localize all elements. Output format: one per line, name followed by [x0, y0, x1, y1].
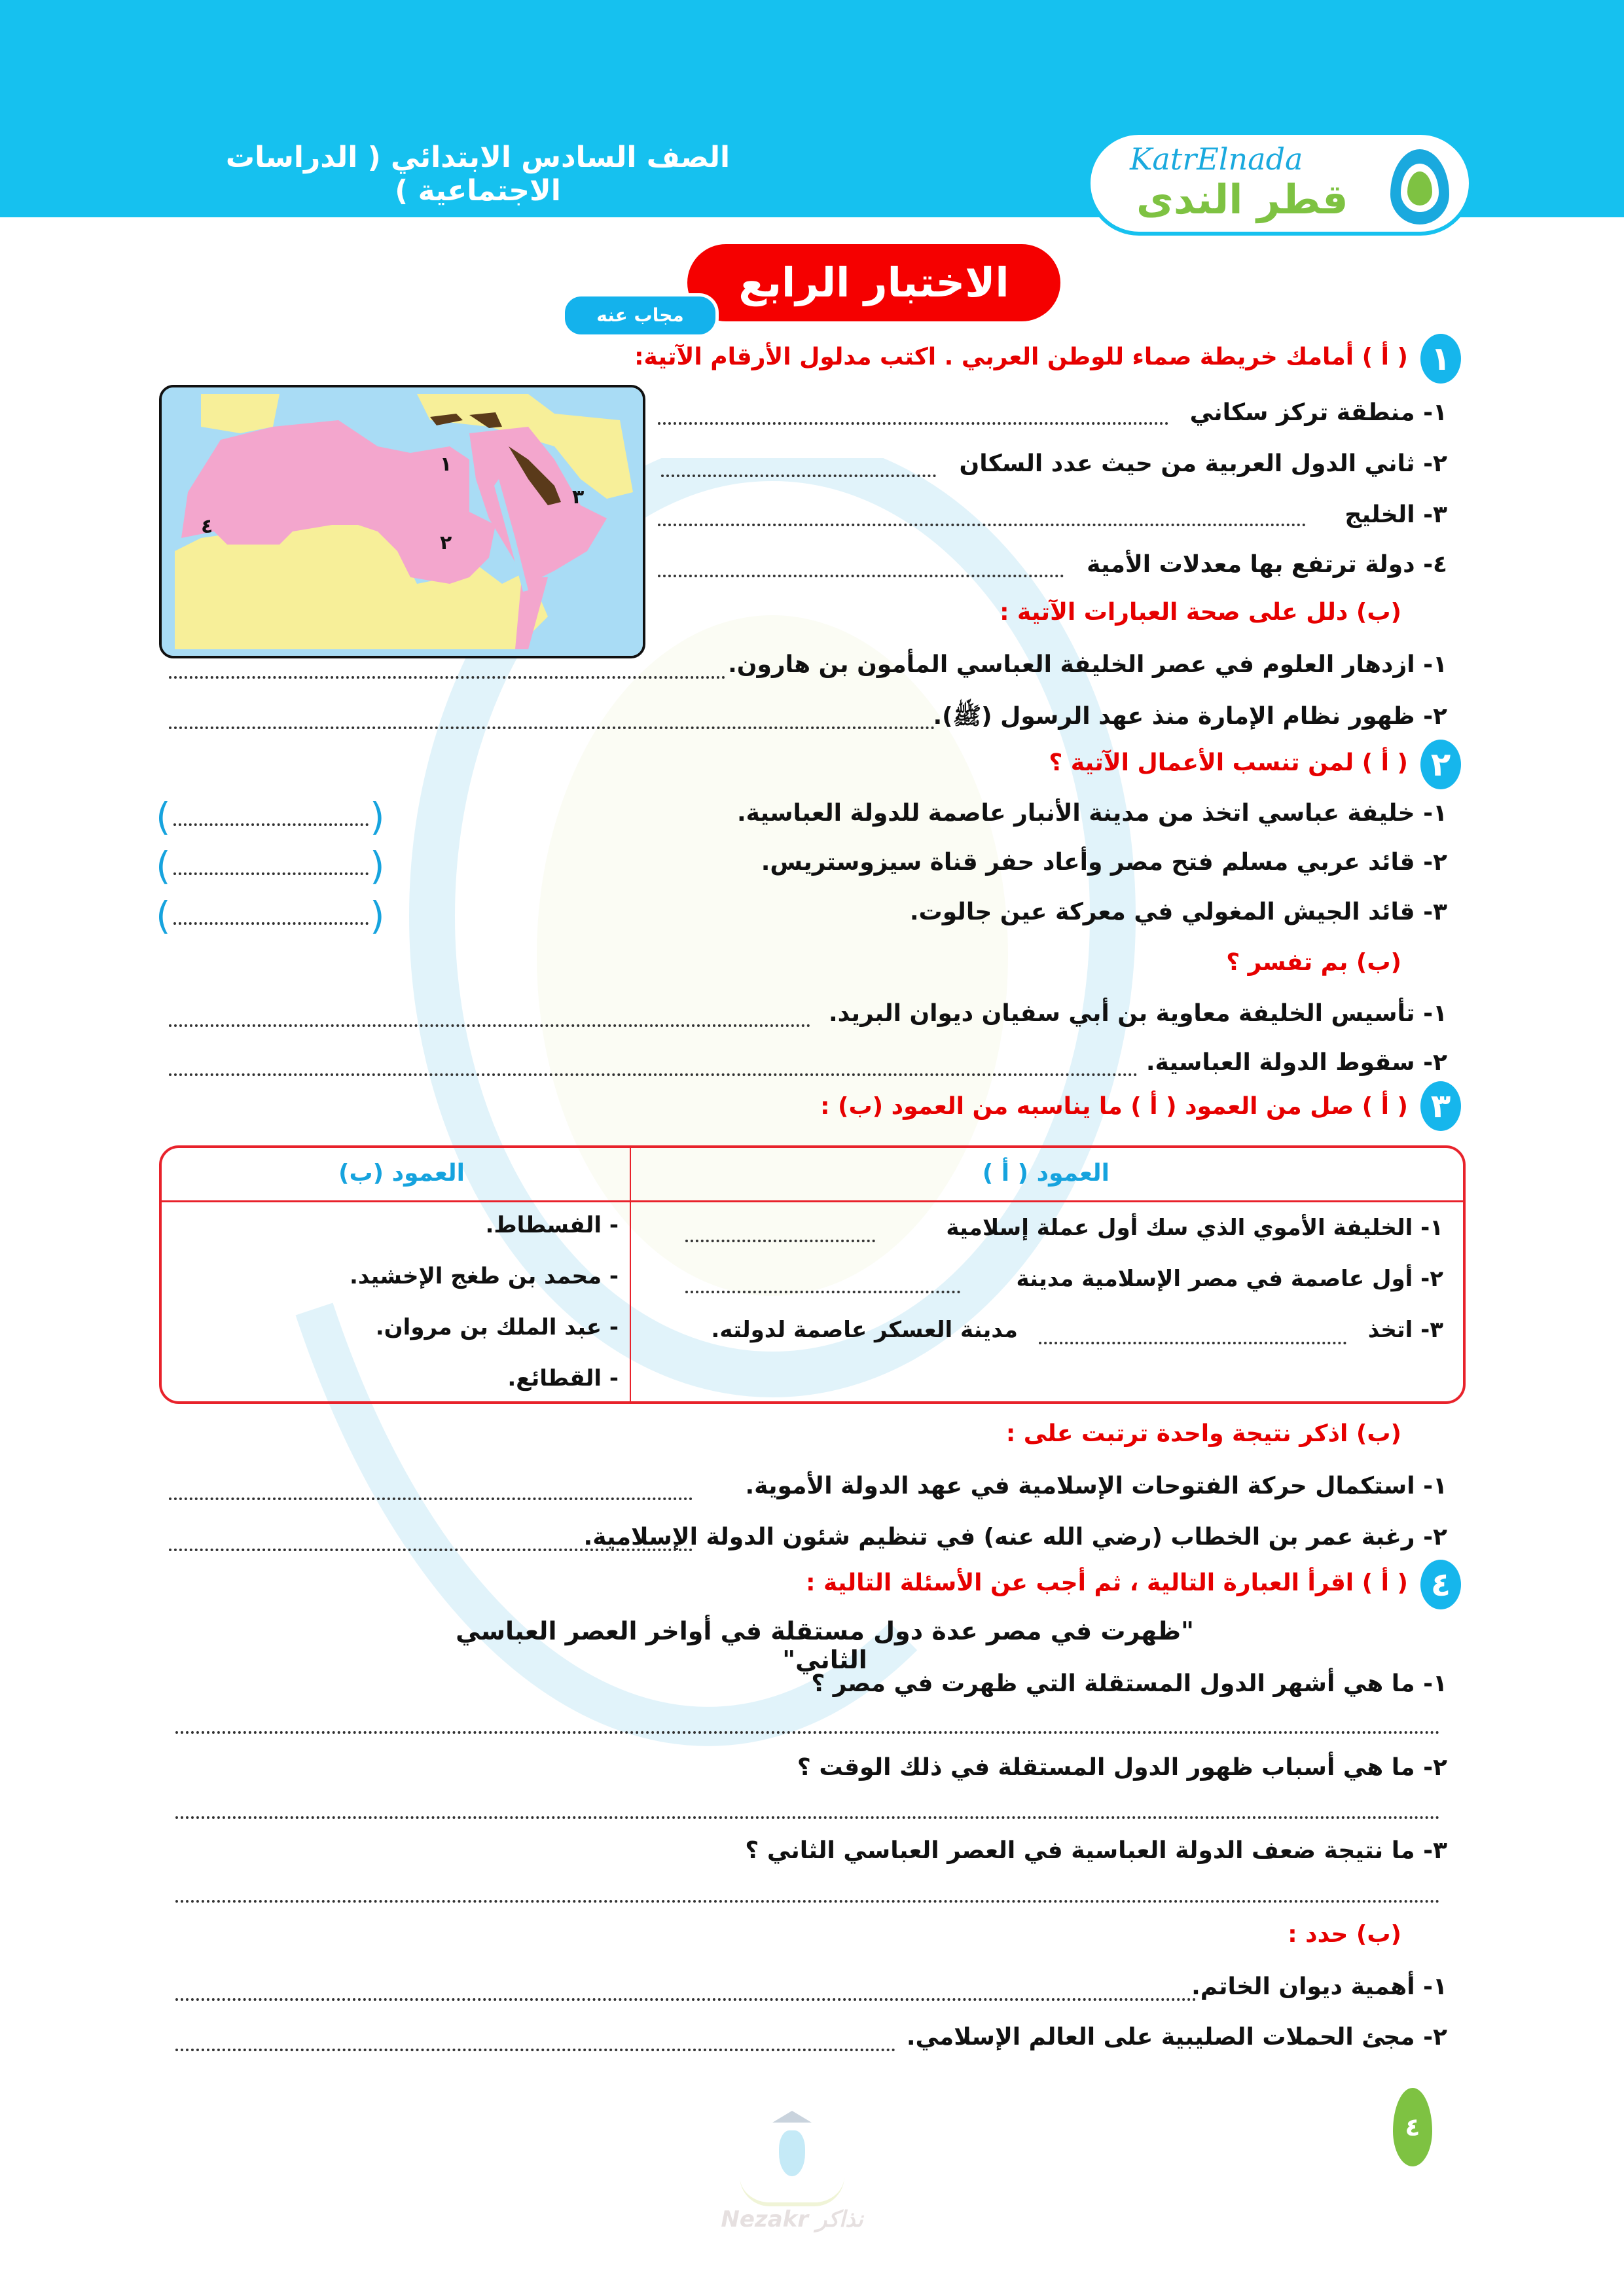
header-title: الصف السادس الابتدائي ( الدراسات الاجتماعية ) — [225, 141, 731, 207]
paren-open: ) — [156, 844, 171, 888]
answer-line[interactable] — [658, 575, 1064, 577]
question-number-4: ٤ — [1420, 1560, 1461, 1609]
column-b-header: العمود (ب) — [338, 1160, 465, 1187]
column-b-item-4: - القطائع. — [507, 1365, 619, 1391]
answer-line[interactable] — [175, 1731, 1440, 1734]
test-title: الاختبار الرابع — [687, 244, 1060, 321]
q2-b-heading: (ب) بم تفسر ؟ — [1226, 949, 1401, 976]
q4-a-item-3: ٣- ما نتيجة ضعف الدولة العباسية في العصر العباسي الثاني ؟ — [745, 1837, 1447, 1864]
column-a-item-3-tail: مدينة العسكر عاصمة لدولته. — [711, 1317, 1018, 1343]
paren-close: ( — [370, 844, 385, 888]
graduation-cap-icon — [772, 2111, 812, 2130]
q1-b-item-2: ٢- ظهور نظام الإمارة منذ عهد الرسول (ﷺ). — [933, 703, 1447, 730]
answer-line[interactable] — [658, 422, 1168, 425]
paren-close: ( — [370, 893, 385, 938]
map-label-1: ١ — [440, 453, 452, 476]
match-blank-3[interactable] — [1039, 1342, 1346, 1344]
q1-a-item-1: ١- منطقة تركز سكاني — [1189, 399, 1447, 426]
q2-a-item-2: ٢- قائد عربي مسلم فتح مصر وأعاد حفر قناة سيزوستريس. — [761, 849, 1447, 876]
map-label-3: ٣ — [572, 486, 585, 509]
q3-b-heading: (ب) اذكر نتيجة واحدة ترتبت على : — [1005, 1420, 1401, 1447]
answer-line[interactable] — [658, 524, 1306, 526]
q4-a-item-2: ٢- ما هي أسباب ظهور الدول المستقلة في ذلك الوقت ؟ — [797, 1754, 1447, 1781]
answer-line[interactable] — [169, 1024, 810, 1027]
q2-a-item-1: ١- خليفة عباسي اتخذ من مدينة الأنبار عاصمة للدولة العباسية. — [736, 800, 1447, 827]
paren-open: ) — [156, 795, 171, 839]
q3-b-item-2: ٢- رغبة عمر بن الخطاب (رضي الله عنه) في تنظيم شئون الدولة الإسلامية. — [583, 1524, 1447, 1551]
column-divider — [630, 1148, 631, 1401]
q1-b-item-1: ١- ازدهار العلوم في عصر الخليفة العباسي المأمون بن هارون. — [728, 651, 1447, 678]
answer-line[interactable] — [175, 1998, 1197, 2001]
q2-a-heading: ( أ ) لمن تنسب الأعمال الآتية ؟ — [1049, 749, 1408, 776]
matching-table — [159, 1145, 1466, 1404]
q4-a-item-1: ١- ما هي أشهر الدول المستقلة التي ظهرت في مصر ؟ — [811, 1670, 1447, 1697]
column-b-item-3: - عبد الملك بن مروان. — [375, 1314, 619, 1340]
answer-blank-1[interactable] — [173, 823, 369, 826]
q4-quote: "ظهرت في مصر عدة دول مستقلة في أواخر العصر العباسي الثاني" — [456, 1617, 1194, 1674]
q2-a-item-3: ٣- قائد الجيش المغولي في معركة عين جالوت. — [909, 899, 1447, 925]
q2-b-item-1: ١- تأسيس الخليفة معاوية بن أبي سفيان ديوان البريد. — [828, 1000, 1447, 1027]
answer-line[interactable] — [169, 1073, 1138, 1076]
student-icon — [779, 2130, 805, 2176]
match-blank-1[interactable] — [685, 1240, 875, 1242]
map-graphic — [162, 387, 643, 656]
q4-b-item-2: ٢- مجئ الحملات الصليبية على العالم الإسلامي. — [906, 2024, 1447, 2051]
column-a-item-2: ٢- أول عاصمة في مصر الإسلامية مدينة — [1016, 1266, 1443, 1292]
page-header — [0, 0, 1624, 223]
question-number-2: ٢ — [1420, 740, 1461, 789]
column-b-item-2: - محمد بن طغج الإخشيد. — [349, 1263, 619, 1289]
open-book-icon — [740, 2176, 844, 2206]
logo-arabic-text: قطر الندى — [1136, 175, 1348, 223]
q1-a-item-3: ٣- الخليج — [1344, 501, 1447, 528]
column-b-item-1: - الفسطاط. — [485, 1212, 619, 1238]
answer-line[interactable] — [169, 676, 725, 679]
question-number-1: ١ — [1420, 334, 1461, 384]
answer-line[interactable] — [169, 1498, 693, 1500]
q3-b-item-1: ١- استكمال حركة الفتوحات الإسلامية في عهد الدولة الأموية. — [745, 1473, 1447, 1499]
column-a-item-1: ١- الخليفة الأموي الذي سك أول عملة إسلامية — [946, 1215, 1443, 1241]
q1-b-heading: (ب) دلل على صحة العبارات الآتية : — [1000, 599, 1401, 626]
answered-badge: مجاب عنه — [562, 293, 719, 338]
q1-a-heading: ( أ ) أمامك خريطة صماء للوطن العربي . اكتب مدلول الأرقام الآتية: — [634, 344, 1408, 370]
katr-elnada-logo — [1087, 131, 1473, 236]
map-label-4: ٤ — [201, 515, 213, 538]
answer-line[interactable] — [175, 2049, 895, 2051]
q1-a-item-2: ٢- ثاني الدول العربية من حيث عدد السكان — [959, 450, 1447, 477]
water-drop-icon — [1390, 149, 1449, 224]
q4-b-heading: (ب) حدد : — [1288, 1921, 1401, 1948]
header-divider — [162, 1200, 1463, 1202]
page-number: ٤ — [1393, 2088, 1432, 2166]
answer-line[interactable] — [169, 1549, 693, 1551]
match-blank-2[interactable] — [685, 1291, 960, 1293]
answer-line[interactable] — [175, 1816, 1440, 1819]
map-label-2: ٢ — [440, 531, 452, 554]
logo-english-text: KatrElnada — [1130, 141, 1303, 177]
paren-close: ( — [370, 795, 385, 839]
answer-blank-3[interactable] — [173, 922, 369, 925]
q2-b-item-2: ٢- سقوط الدولة العباسية. — [1146, 1049, 1447, 1076]
answer-line[interactable] — [175, 1900, 1440, 1903]
column-a-item-3: ٣- اتخذ — [1367, 1317, 1443, 1343]
nezakr-logo — [713, 2111, 871, 2242]
answer-blank-2[interactable] — [173, 872, 369, 875]
answer-line[interactable] — [169, 726, 935, 729]
q3-a-heading: ( أ ) صل من العمود ( أ ) ما يناسبه من العمود (ب) : — [820, 1093, 1408, 1120]
paren-open: ) — [156, 893, 171, 938]
arab-world-map — [159, 385, 645, 658]
q1-a-item-4: ٤- دولة ترتفع بها معدلات الأمية — [1087, 551, 1447, 578]
nezakr-logo-text: Nezakr نذاكر — [721, 2206, 863, 2233]
answer-line[interactable] — [661, 475, 936, 477]
q4-b-item-1: ١- أهمية ديوان الخاتم. — [1191, 1973, 1447, 2000]
q4-a-heading: ( أ ) اقرأ العبارة التالية ، ثم أجب عن الأسئلة التالية : — [806, 1570, 1408, 1596]
question-number-3: ٣ — [1420, 1081, 1461, 1131]
column-a-header: العمود ( أ ) — [982, 1160, 1110, 1187]
